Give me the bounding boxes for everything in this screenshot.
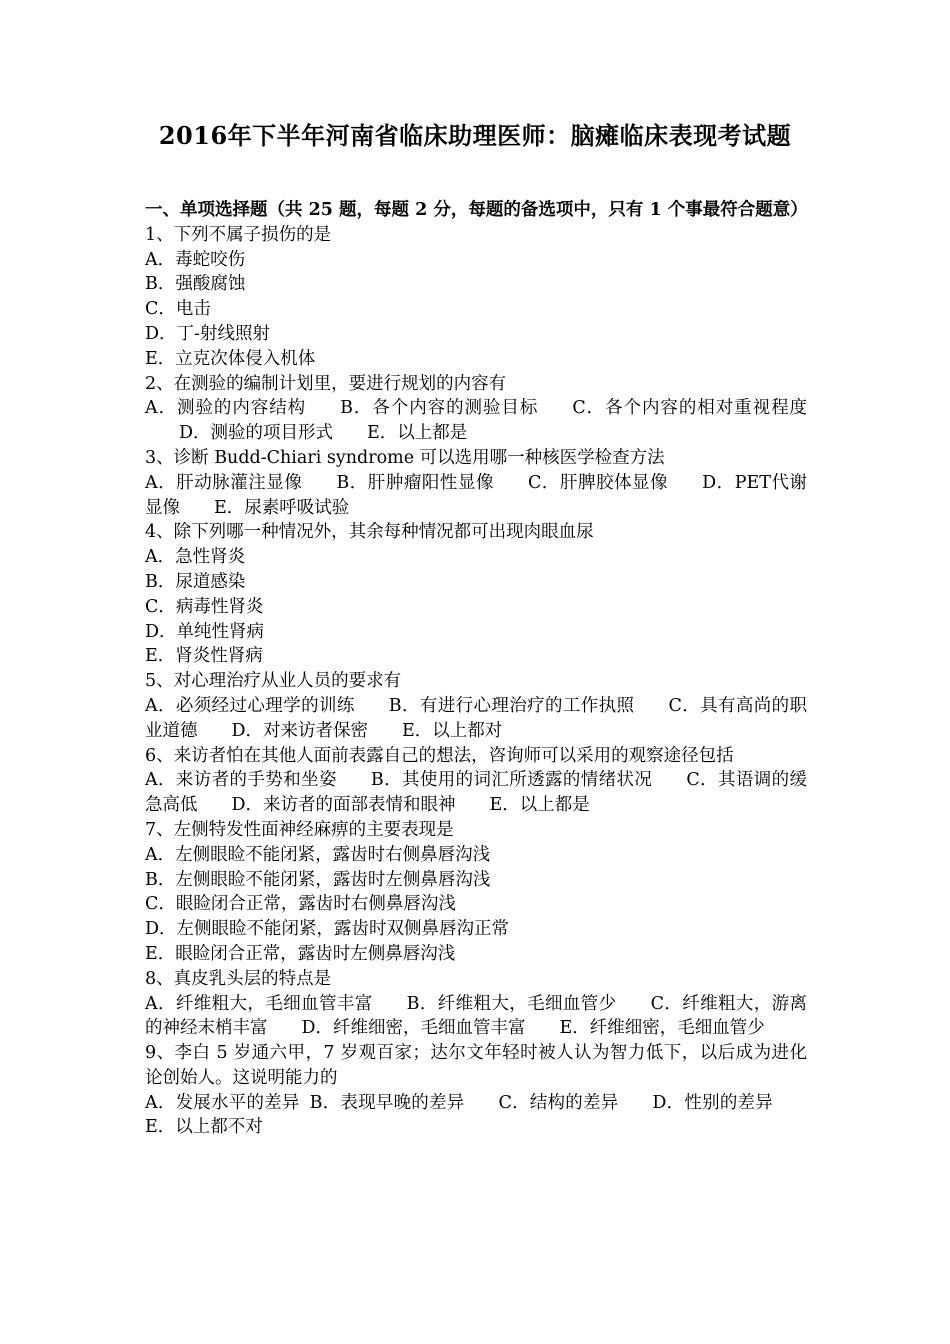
question-8-option-e: E．纤维细密，毛细血管少 [559, 1018, 765, 1039]
question-7-option-a: A．左侧眼睑不能闭紧，露齿时右侧鼻唇沟浅 [145, 844, 491, 865]
question-6-option-e: E．以上都是 [489, 795, 590, 816]
question-5-option-d: D．对来访者保密 [231, 720, 369, 741]
document-body [145, 198, 807, 1140]
question-8-option-c: C．纤维粗大，游离的神经末梢丰富 [145, 993, 808, 1039]
question-1-option-c: C．电击 [145, 299, 211, 320]
question-6-option-b: B．其使用的词汇所透露的情绪状况 [370, 770, 653, 791]
question-3-options [145, 471, 807, 521]
page-title: 2016年下半年河南省临床助理医师：脑瘫临床表现考试题 [158, 121, 792, 150]
question-7-option-e: E．眼睑闭合正常，露齿时左侧鼻唇沟浅 [145, 943, 456, 964]
question-6-option-c: C．其语调的缓急高低 [145, 770, 808, 816]
question-5-option-a: A．必须经过心理学的训练 [145, 695, 355, 716]
question-1-option-e: E．立克次体侵入机体 [145, 348, 316, 369]
question-6-option-d: D．来访者的面部表情和眼神 [231, 795, 456, 816]
question-4-option-e: E．肾炎性肾病 [145, 646, 263, 667]
question-5-option-b: B．有进行心理治疗的工作执照 [388, 695, 635, 716]
question-2-option-d: D．测验的项目形式 [179, 423, 334, 444]
question-3-option-a: A．肝动脉灌注显像 [145, 472, 303, 493]
question-1-option-a: A．毒蛇咬伤 [145, 249, 246, 270]
question-6-stem: 6、来访者怕在其他人面前表露自己的想法，咨询师可以采用的观察途径包括 [145, 745, 734, 766]
question-3-option-b: B．肝肿瘤阳性显像 [336, 472, 494, 493]
question-7-option-b: B．左侧眼睑不能闭紧，露齿时左侧鼻唇沟浅 [145, 869, 491, 890]
question-5-options [145, 694, 807, 744]
question-1-stem: 1、下列不属子损伤的是 [145, 224, 332, 245]
question-4-option-b: B．尿道感染 [145, 571, 246, 592]
question-4-option-a: A．急性肾炎 [145, 547, 246, 568]
question-8-option-d: D．纤维细密，毛细血管丰富 [301, 1018, 526, 1039]
question-2-option-c: C．各个内容的相对重视程度 [572, 398, 808, 419]
question-9-option-c: C．结构的差异 [498, 1092, 619, 1113]
question-6-options [145, 768, 807, 818]
question-8-stem: 8、真皮乳头层的特点是 [145, 968, 332, 989]
question-9-option-e: E．以上都不对 [145, 1117, 263, 1138]
question-6-option-a: A．来访者的手势和坐姿 [145, 770, 337, 791]
question-7-option-c: C．眼睑闭合正常，露齿时右侧鼻唇沟浅 [145, 894, 456, 915]
question-9-options [145, 1091, 807, 1141]
question-5-stem: 5、对心理治疗从业人员的要求有 [145, 671, 402, 692]
question-8-option-b: B．纤维粗大，毛细血管少 [406, 993, 617, 1014]
question-3-option-e: E．尿素呼吸试验 [214, 497, 350, 518]
question-4-option-d: D．单纯性肾病 [145, 621, 265, 642]
question-2-options [145, 396, 807, 446]
question-2-option-b: B．各个内容的测验目标 [340, 398, 539, 419]
question-9-option-a: A．发展水平的差异 [145, 1092, 300, 1113]
question-5-option-c: C．具有高尚的职业道德 [145, 695, 808, 741]
question-9-stem: 9、李白 5 岁通六甲，7 岁观百家；达尔文年轻时被人认为智力低下，以后成为进化论创始人。这说明能力的 [145, 1043, 807, 1088]
question-3-option-d: D．PET代谢显像 [145, 472, 807, 518]
question-4-stem: 4、除下列哪一种情况外，其余每种情况都可出现肉眼血尿 [145, 522, 594, 543]
question-3-stem: 3、诊断 Budd-Chiari syndrome 可以选用哪一种核医学检查方法 [145, 447, 665, 468]
question-9-option-d: D．性别的差异 [652, 1092, 773, 1113]
question-7-option-d: D．左侧眼睑不能闭紧，露齿时双侧鼻唇沟正常 [145, 919, 510, 940]
question-2-option-e: E．以上都是 [367, 423, 468, 444]
question-8-option-a: A．纤维粗大，毛细血管丰富 [145, 993, 373, 1014]
question-2-stem: 2、在测验的编制计划里，要进行规划的内容有 [145, 373, 507, 394]
question-1-option-b: B．强酸腐蚀 [145, 274, 246, 295]
question-5-option-e: E．以上都对 [402, 720, 503, 741]
question-2-option-a: A．测验的内容结构 [145, 398, 307, 419]
question-9-option-b: B．表现早晚的差异 [309, 1092, 465, 1113]
question-4-option-c: C．病毒性肾炎 [145, 596, 264, 617]
question-1-option-d: D．丁-射线照射 [145, 323, 270, 344]
question-3-option-c: C．肝脾胶体显像 [528, 472, 669, 493]
section-heading: 一、单项选择题（共 25 题，每题 2 分，每题的备选项中，只有 1 个事最符合题意） [145, 200, 808, 220]
question-8-options [145, 992, 807, 1042]
question-7-stem: 7、左侧特发性面神经麻痹的主要表现是 [145, 819, 454, 840]
